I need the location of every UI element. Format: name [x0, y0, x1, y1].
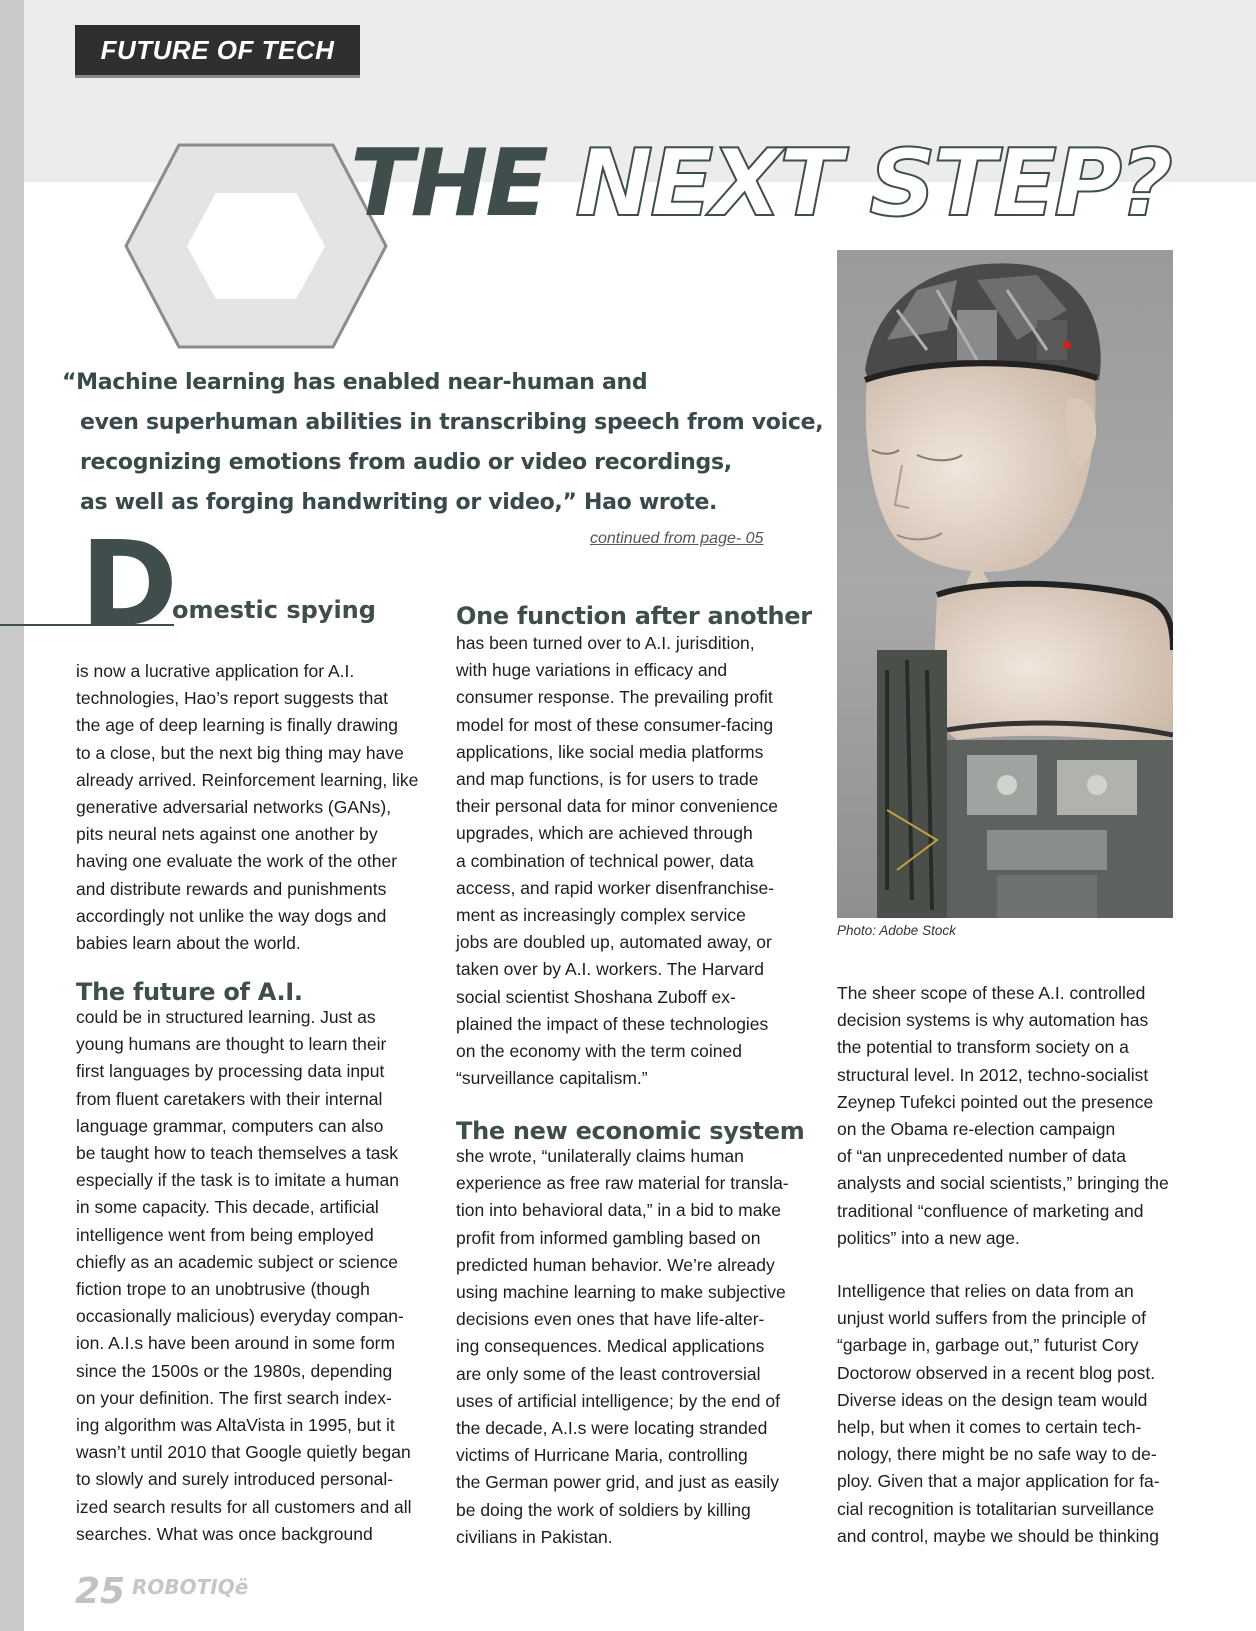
text-line: of “an unprecedented number of data [837, 1146, 1126, 1167]
headline-solid: THE [350, 129, 546, 237]
text-line: structural level. In 2012, techno-socialist [837, 1064, 1149, 1085]
text-line: the German power grid, and just as easily [456, 1472, 779, 1493]
text-line: ized search results for all customers and all [76, 1496, 412, 1517]
subhead-new-economic-system: The new economic system [456, 1117, 805, 1145]
page-number: 25 [75, 1571, 126, 1612]
text-line: young humans are thought to learn their [76, 1034, 387, 1055]
text-line: plained the impact of these technologies [456, 1013, 769, 1034]
text-line: is now a lucrative application for A.I. [76, 661, 355, 681]
text-line: the decade, A.I.s were locating stranded [456, 1418, 768, 1439]
text-line: to slowly and surely introduced personal- [76, 1469, 394, 1490]
text-line: from fluent caretakers with their internal [76, 1088, 383, 1109]
text-line: using machine learning to make subjective [456, 1282, 786, 1303]
column-3-paragraph-1 [837, 980, 1182, 1252]
text-line: ing algorithm was AltaVista in 1995, but it [76, 1415, 395, 1436]
text-line: jobs are doubled up, automated away, or [456, 932, 772, 953]
text-line: on your definition. The first search index- [76, 1387, 392, 1408]
column-1-paragraph-2 [76, 1004, 421, 1548]
text-line: civilians in Pakistan. [456, 1526, 613, 1547]
text-line: since the 1500s or the 1980s, depending [76, 1360, 393, 1381]
text-line: the age of deep learning is finally drawing [76, 715, 399, 736]
text-line: “surveillance capitalism.” [456, 1068, 648, 1089]
text-line: tion into behavioral data,” in a bid to make [456, 1200, 781, 1221]
text-line: Doctorow observed in a recent blog post. [837, 1362, 1156, 1383]
text-line: having one evaluate the work of the other [76, 851, 398, 872]
text-line: ment as increasingly complex service [456, 905, 746, 926]
text-line: unjust world suffers from the principle of [837, 1308, 1146, 1329]
text-line: be doing the work of soldiers by killing [456, 1499, 751, 1520]
text-line: the potential to transform society on a [837, 1037, 1129, 1058]
text-line: with huge variations in efficacy and [456, 660, 728, 681]
text-line: analysts and social scientists,” bringing the [837, 1173, 1169, 1194]
continued-from-link[interactable]: continued from page- 05 [590, 530, 764, 547]
text-line: cial recognition is totalitarian surveillance [837, 1498, 1155, 1519]
text-line: traditional “confluence of marketing and [837, 1200, 1144, 1221]
text-line: “garbage in, garbage out,” futurist Cory [837, 1335, 1139, 1356]
text-line: Zeynep Tufekci pointed out the presence [837, 1091, 1154, 1112]
text-line: taken over by A.I. workers. The Harvard [456, 959, 765, 980]
text-line: and control, maybe we should be thinking [837, 1525, 1160, 1546]
text-line: social scientist Shoshana Zuboff ex- [456, 986, 736, 1007]
text-line: model for most of these consumer-facing [456, 714, 774, 735]
text-line: on the Obama re-election campaign [837, 1119, 1116, 1140]
left-margin-bar [0, 0, 24, 1631]
headline [350, 128, 1170, 238]
text-line: experience as free raw material for transla- [456, 1173, 789, 1194]
text-line: decision systems is why automation has [837, 1010, 1149, 1031]
text-line: are only some of the least controversial [456, 1363, 761, 1384]
pull-quote-line: “Machine learning has enabled near-human and [62, 370, 648, 395]
subhead-future-of-ai: The future of A.I. [76, 978, 303, 1006]
text-line: decisions even ones that have life-alter- [456, 1309, 765, 1330]
subhead-one-function: One function after another [456, 602, 812, 630]
dropcap-letter: D [80, 515, 174, 653]
column-1-paragraph-1 [76, 658, 421, 957]
dropcap-heading-rest: omestic spying [172, 596, 376, 624]
text-line: already arrived. Reinforcement learning, like [76, 769, 419, 790]
pull-quote-line: even superhuman abilities in transcribing speech from voice, [80, 410, 824, 435]
text-line: uses of artificial intelligence; by the end of [456, 1390, 780, 1411]
magazine-name: ROBOTIQë [132, 1575, 249, 1599]
text-line: ploy. Given that a major application for fa- [837, 1471, 1160, 1492]
text-line: babies learn about the world. [76, 933, 301, 954]
text-line: Diverse ideas on the design team would [837, 1389, 1148, 1410]
text-line: chiefly as an academic subject or science [76, 1251, 398, 1272]
text-line: searches. What was once background [76, 1523, 373, 1544]
column-2-paragraph-1 [456, 630, 806, 1092]
column-3-paragraph-2 [837, 1278, 1182, 1550]
text-line: first languages by processing data input [76, 1061, 385, 1082]
text-line: generative adversarial networks (GANs), [76, 797, 392, 818]
text-line: be taught how to teach themselves a task [76, 1143, 398, 1164]
text-line: The sheer scope of these A.I. controlled [837, 983, 1146, 1003]
pull-quote-line: recognizing emotions from audio or video recordings, [80, 450, 732, 475]
text-line: upgrades, which are achieved through [456, 823, 753, 844]
section-tag: FUTURE OF TECH [75, 25, 360, 78]
text-line: politics” into a new age. [837, 1227, 1020, 1248]
text-line: in some capacity. This decade, artificial [76, 1197, 379, 1218]
text-line: technologies, Hao’s report suggests that [76, 688, 388, 709]
text-line: language grammar, computers can also [76, 1115, 384, 1136]
text-line: she wrote, “unilaterally claims human [456, 1146, 744, 1166]
text-line: predicted human behavior. We’re already [456, 1254, 775, 1275]
text-line: intelligence went from being employed [76, 1224, 374, 1245]
text-line: help, but when it comes to certain tech- [837, 1417, 1142, 1438]
hexagon-graphic [124, 143, 388, 349]
text-line: has been turned over to A.I. jurisdition, [456, 633, 755, 653]
text-line: consumer response. The prevailing profit [456, 687, 773, 708]
headline-outline: NEXT STEP? [575, 129, 1171, 237]
photo-credit: Photo: Adobe Stock [837, 923, 956, 938]
text-line: applications, like social media platforms [456, 741, 764, 762]
text-line: a combination of technical power, data [456, 850, 754, 871]
text-line: wasn’t until 2010 that Google quietly began [76, 1442, 411, 1463]
text-line: nology, there might be no safe way to de- [837, 1444, 1157, 1465]
text-line: their personal data for minor convenience [456, 796, 778, 817]
text-line: victims of Hurricane Maria, controlling [456, 1445, 748, 1466]
text-line: and map functions, is for users to trade [456, 769, 759, 790]
text-line: occasionally malicious) everyday compan- [76, 1306, 404, 1327]
text-line: Intelligence that relies on data from an [837, 1281, 1134, 1301]
text-line: could be in structured learning. Just as [76, 1007, 376, 1027]
column-2-paragraph-2 [456, 1143, 806, 1551]
text-line: to a close, but the next big thing may have [76, 742, 404, 763]
text-line: especially if the task is to imitate a human [76, 1170, 399, 1191]
text-line: pits neural nets against one another by [76, 824, 378, 845]
text-line: ing consequences. Medical applications [456, 1336, 765, 1357]
text-line: accordingly not unlike the way dogs and [76, 905, 387, 926]
text-line: ion. A.I.s have been around in some form [76, 1333, 396, 1354]
text-line: fiction trope to an unobtrusive (though [76, 1279, 370, 1300]
text-line: and distribute rewards and punishments [76, 878, 387, 899]
robot-photo [837, 250, 1173, 918]
text-line: on the economy with the term coined [456, 1041, 742, 1062]
pull-quote-line: as well as forging handwriting or video,” Hao wrote. [80, 490, 718, 515]
pull-quote [62, 363, 824, 523]
text-line: access, and rapid worker disenfranchise- [456, 877, 775, 898]
text-line: profit from informed gambling based on [456, 1227, 761, 1248]
